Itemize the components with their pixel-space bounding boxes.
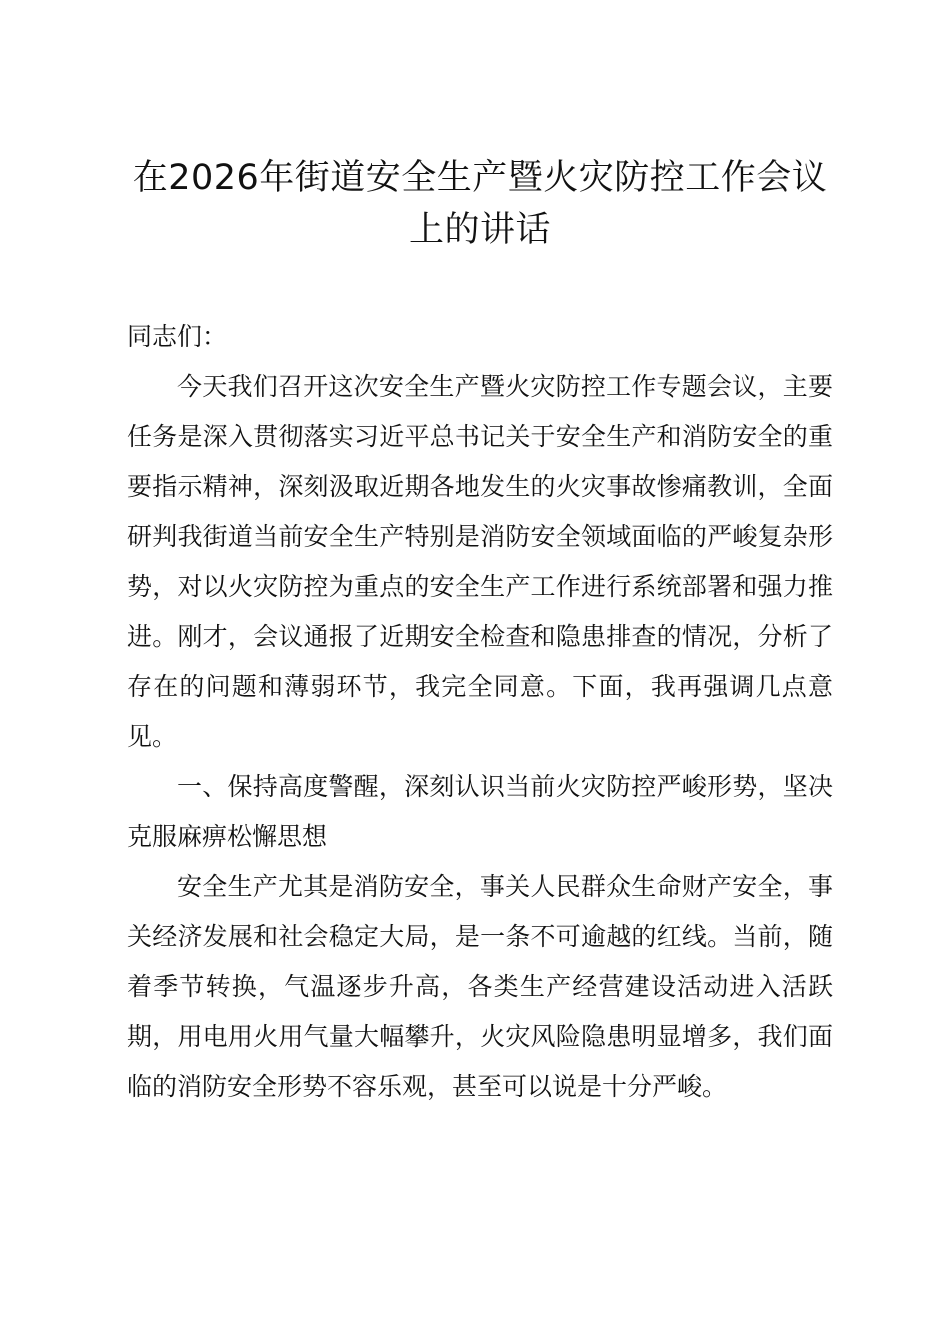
- paragraph-intro: 今天我们召开这次安全生产暨火灾防控工作专题会议，主要任务是深入贯彻落实习近平总书记关于安全生产和消防安全的重要指示精神，深刻汲取近期各地发生的火灾事故惨痛教训，全面研判我街道当前安全生产特别是消防安全领域面临的严峻复杂形势，对以火灾防控为重点的安全生产工作进行系统部署和强力推进。刚才，会议通报了近期安全检查和隐患排查的情况，分析了存在的问题和薄弱环节，我完全同意。下面，我再强调几点意见。: [127, 372, 833, 751]
- section-heading-1: 一、保持高度警醒，深刻认识当前火灾防控严峻形势，坚决克服麻痹松懈思想: [127, 772, 833, 851]
- title-line-1: 在2026年街道安全生产暨火灾防控工作会议: [132, 158, 828, 198]
- paragraph-section-1: 安全生产尤其是消防安全，事关人民群众生命财产安全，事关经济发展和社会稳定大局，是一条不可逾越的红线。当前，随着季节转换，气温逐步升高，各类生产经营建设活动进入活跃期，用电用火用气量大幅攀升，火灾风险隐患明显增多，我们面临的消防安全形势不容乐观，甚至可以说是十分严峻。: [127, 872, 833, 1101]
- title-line-2: 上的讲话: [408, 210, 551, 250]
- salutation: 同志们：: [127, 322, 228, 351]
- document-title: [110, 152, 850, 256]
- document-body: [127, 312, 833, 1112]
